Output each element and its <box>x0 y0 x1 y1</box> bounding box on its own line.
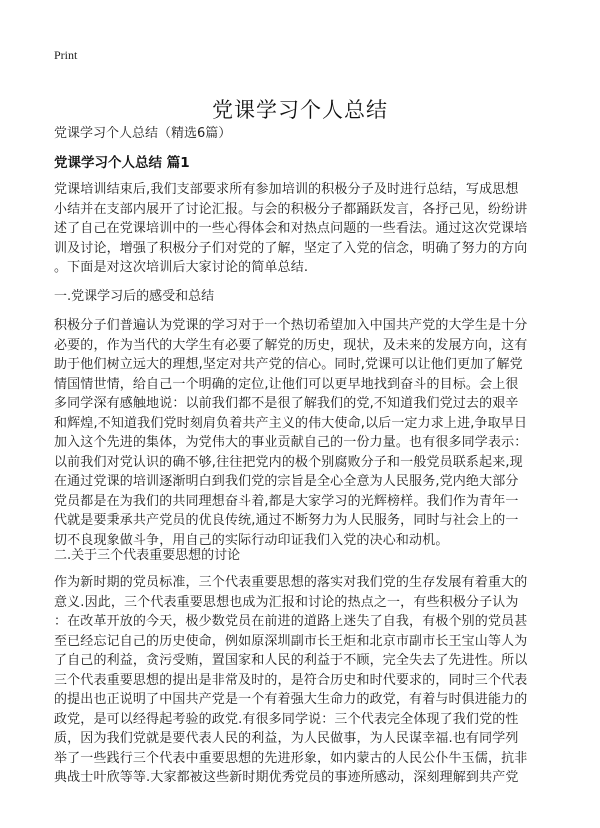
document-title: 党课学习个人总结 <box>212 98 388 123</box>
part-two-paragraph <box>54 573 554 788</box>
paragraph-line: 训及讨论，增强了积极分子们对党的了解，坚定了入党的信念，明确了努力的方向 <box>54 240 528 256</box>
paragraph-line: 政党，是可以经得起考验的政党.有很多同学说：三个代表完全体现了我们党的性 <box>54 711 519 727</box>
paragraph-line: 多同学深有感触地说：以前我们都不是很了解我们的党,不知道我们党过去的艰辛 <box>54 396 519 411</box>
paragraph-line: 在通过党课的培训逐渐明白到我们党的宗旨是全心全意为人民服务,党内绝大部分 <box>54 474 519 489</box>
paragraph-line: 助于他们树立远大的理想,坚定对共产党的信心。同时,党课可以让他们更加了解党 <box>54 357 523 372</box>
paragraph-line: 意义.因此，三个代表重要思想也成为汇报和讨论的热点之一，有些积极分子认为 <box>54 594 519 610</box>
document-subtitle: 党课学习个人总结（精选6篇） <box>54 126 232 141</box>
paragraph-line: 述了自己在党课培训中的一些心得体会和对热点问题的一些看法。通过这次党课培 <box>54 221 528 236</box>
paragraph-line: 切不良现象做斗争，用自己的实际行动印证我们入党的决心和动机。 <box>54 532 449 548</box>
paragraph-line: 了自己的利益，贪污受贿，置国家和人民的利益于不顾，完全失去了先进性。所以 <box>54 653 528 668</box>
paragraph-line: 以前我们对党认识的确不够,往往把党内的极个别腐败分子和一般党员联系起来,现 <box>54 454 523 470</box>
part-two-heading: 二.关于三个代表重要思想的讨论 <box>54 548 241 563</box>
part-one-paragraph <box>54 316 554 550</box>
paragraph-line: 典战士叶欣等等.大家都被这些新时期优秀党员的事迹所感动，深刻理解到共产党 <box>54 770 519 785</box>
paragraph-line: 党课培训结束后,我们支部要求所有参加培训的积极分子及时进行总结，写成思想 <box>54 182 519 197</box>
paragraph-line: 小结并在支部内展开了讨论汇报。与会的积极分子都踊跃发言，各抒己见，纷纷讲 <box>54 201 528 217</box>
paragraph-line: 至已经忘记自己的历史使命，例如原深圳副市长王炬和北京市副市长王宝山等人为 <box>54 633 528 649</box>
paragraph-line: 质，因为我们党就是要代表人民的利益，为人民做事，为人民谋幸福.也有同学列 <box>54 731 519 746</box>
paragraph-line: 作为新时期的党员标准，三个代表重要思想的落实对我们党的生存发展有着重大的 <box>54 575 528 590</box>
paragraph-line: 三个代表重要思想的提出是非常及时的，是符合历史和时代要求的，同时三个代表 <box>54 672 528 688</box>
paragraph-line: 积极分子们普遍认为党课的学习对于一个热切希望加入中国共产党的大学生是十分 <box>54 318 528 333</box>
paragraph-line: ：在改革开放的今天，极少数党员在前进的道路上迷失了自我，有极个别的党员甚 <box>54 614 528 629</box>
intro-paragraph <box>54 180 554 278</box>
paragraph-line: 和辉煌,不知道我们党时刻肩负着共产主义的伟大使命,以后一定力求上进,争取早日 <box>54 415 528 431</box>
part-one-heading: 一.党课学习后的感受和总结 <box>54 289 215 304</box>
paragraph-line: 。下面是对这次培训后大家讨论的简单总结. <box>54 260 309 275</box>
print-label: Print <box>54 48 78 62</box>
paragraph-line: 的提出也正说明了中国共产党是一个有着强大生命力的政党，有着与时俱进能力的 <box>54 692 528 707</box>
section-heading: 党课学习个人总结 篇1 <box>54 155 190 171</box>
paragraph-line: 举了一些践行三个代表中重要思想的先进形象，如内蒙古的人民公仆牛玉儒，抗非 <box>54 750 528 766</box>
paragraph-line: 党员都是在为我们的共同理想奋斗着,都是大家学习的光辉榜样。我们作为青年一 <box>54 493 519 509</box>
paragraph-line: 情国情世情，给自己一个明确的定位,让他们可以更早地找到奋斗的目标。会上很 <box>54 376 519 392</box>
paragraph-line: 必要的，作为当代的大学生有必要了解党的历史，现状，及未来的发展方向，这有 <box>54 337 528 353</box>
paragraph-line: 代就是要秉承共产党员的优良传统,通过不断努力为人民服务，同时与社会上的一 <box>54 513 519 528</box>
paragraph-line: 加入这个先进的集体，为党伟大的事业贡献自己的一份力量。也有很多同学表示： <box>54 435 528 450</box>
